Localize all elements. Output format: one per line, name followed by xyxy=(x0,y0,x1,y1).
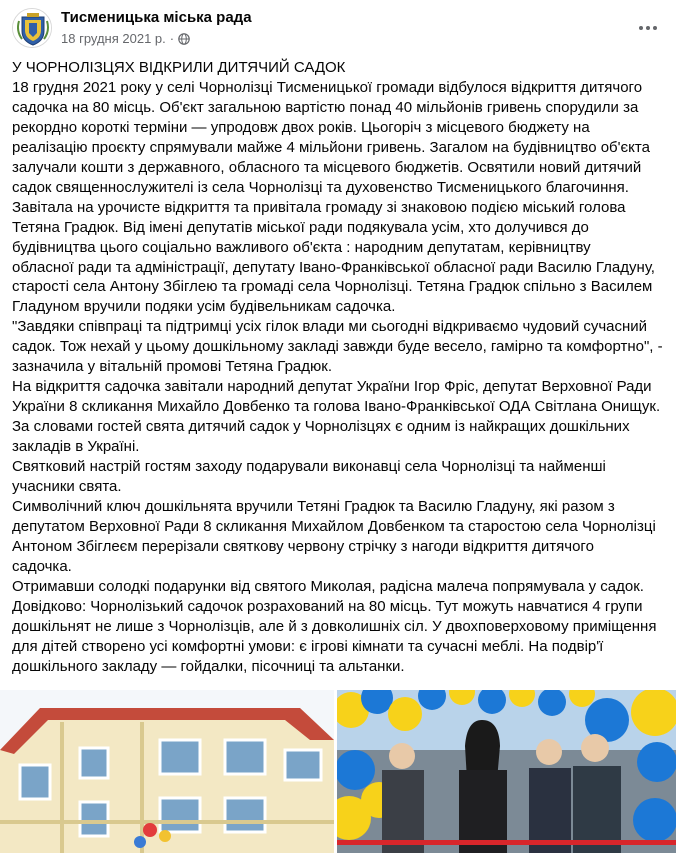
post-text-line: закладів в Україні. xyxy=(12,438,140,456)
post-text-line: Гладуном вручили подяки усім будівельникам садочка. xyxy=(12,298,396,316)
post-text-line: садок священнослужителі із села Чорнолізці та духовенство Тисменицького благочиння. xyxy=(12,178,629,196)
post-text-line: Святковий настрій гостям заходу подарували виконавці села Чорнолізці та найменші xyxy=(12,458,606,476)
post-text-line: Символічний ключ дошкільнята вручили Тетяні Градюк та Василю Гладуну, які разом з xyxy=(12,497,615,515)
post-text-line: обласної ради та адміністрації, депутату Івано-Франківської обласної ради Василю Гладуну, xyxy=(12,258,655,276)
more-options-button[interactable] xyxy=(634,14,662,42)
post-text-line: залучали кошти з державного, обласного та місцевого бюджетів. Освятили новий дитячий xyxy=(12,158,642,176)
post-text-line: 18 грудня 2021 року у селі Чорнолізці Тисменицької громади відбулося відкриття дитячого xyxy=(12,78,643,96)
post-headline: У ЧОРНОЛІЗЦЯХ ВІДКРИЛИ ДИТЯЧИЙ САДОК xyxy=(12,59,346,76)
page-name-link[interactable]: Тисменицька міська рада xyxy=(61,9,252,26)
post-text-line: Тетяна Градюк. Від імені депутатів міської ради подякувала усім, хто долучився до xyxy=(12,218,589,236)
post-text-line: учасники свята. xyxy=(12,478,122,496)
more-options-icon xyxy=(639,26,643,30)
post-date-link[interactable]: 18 грудня 2021 р. xyxy=(61,31,166,46)
post-text-line: зазначила у вітальній промові Тетяна Градюк. xyxy=(12,358,333,376)
post-text-line: садочка. xyxy=(12,557,72,575)
kindergarten-building-photo[interactable] xyxy=(0,690,334,853)
post-text-line: реалізацію проєкту спрямували майже 4 мільйони гривень. Загалом на будівництво об'єкта xyxy=(12,138,650,156)
post-text-line: Антоном Збіглеєм перерізали святкову червону стрічку з нагоди відкриття дитячого xyxy=(12,537,594,555)
post-text-line: садок. Тож нехай у цьому дошкільному закладі завжди буде весело, гамірно та комфортно", - xyxy=(12,338,663,356)
post-text-line: депутатом Верховної Ради 8 скликання Михайлом Довбенком та старостою села Чорнолізці xyxy=(12,517,656,535)
post-text-line: рекордно короткі терміни — упродовж двох років. Цьогоріч з місцевого бюджету на xyxy=(12,118,590,136)
post-text-line: Довідково: Чорнолізький садочок розрахований на 80 місць. Тут можуть навчатися 4 групи xyxy=(12,597,643,615)
post-meta xyxy=(61,31,190,46)
coat-of-arms-icon xyxy=(13,9,52,48)
post-header xyxy=(0,0,676,56)
post-text-line: Отримавши солодкі подарунки від святого Миколая, радісна малеча попрямувала у садок. xyxy=(12,577,644,595)
page-avatar[interactable] xyxy=(12,8,52,48)
post-text xyxy=(12,58,668,677)
post-text-line: За словами гостей свята дитячий садок у Чорнолізцях є одним із найкращих дошкільних xyxy=(12,418,630,436)
ribbon-cutting-photo[interactable] xyxy=(337,690,676,853)
post-text-line: старості села Антону Збіглею та громаді села Чорнолізці. Тетяна Градюк спільно з Василем xyxy=(12,278,653,296)
post-text-line: будівництва цього соціально важливого об'єкта : народним депутатам, керівництву xyxy=(12,238,591,256)
globe-icon[interactable] xyxy=(178,33,190,45)
post-text-line: Завітала на урочисте відкриття та привітала громаду зі знаковою подією міський голова xyxy=(12,198,626,216)
post-text-line: "Завдяки співпраці та підтримці усіх гілок влади ми сьогодні відкриваємо чудовий сучасний xyxy=(12,318,648,336)
post-text-line: дошкільнят не лише з Чорнолізців, але й з довколишніх сіл. У двохповерховому приміщення xyxy=(12,617,657,635)
post-media xyxy=(0,690,676,853)
post-text-line: дошкільного закладу — гойдалки, пісочниці та альтанки. xyxy=(12,657,405,675)
post-text-line: На відкриття садочка завітали народний депутат України Ігор Фріс, депутат Верховної Ради xyxy=(12,378,652,396)
post-text-line: для дітей створено усі комфортні умови: є ігрові кімнати та сучасні меблі. На подвір'ї xyxy=(12,637,604,655)
meta-separator: · xyxy=(169,31,175,46)
post-text-line: садочка на 80 місць. Об'єкт загальною вартістю понад 40 мільйонів гривень спорудили за xyxy=(12,98,639,116)
post-text-line: України 8 скликання Михайло Довбенко та голова Івано-Франківської ОДА Світлана Онищук. xyxy=(12,398,661,416)
